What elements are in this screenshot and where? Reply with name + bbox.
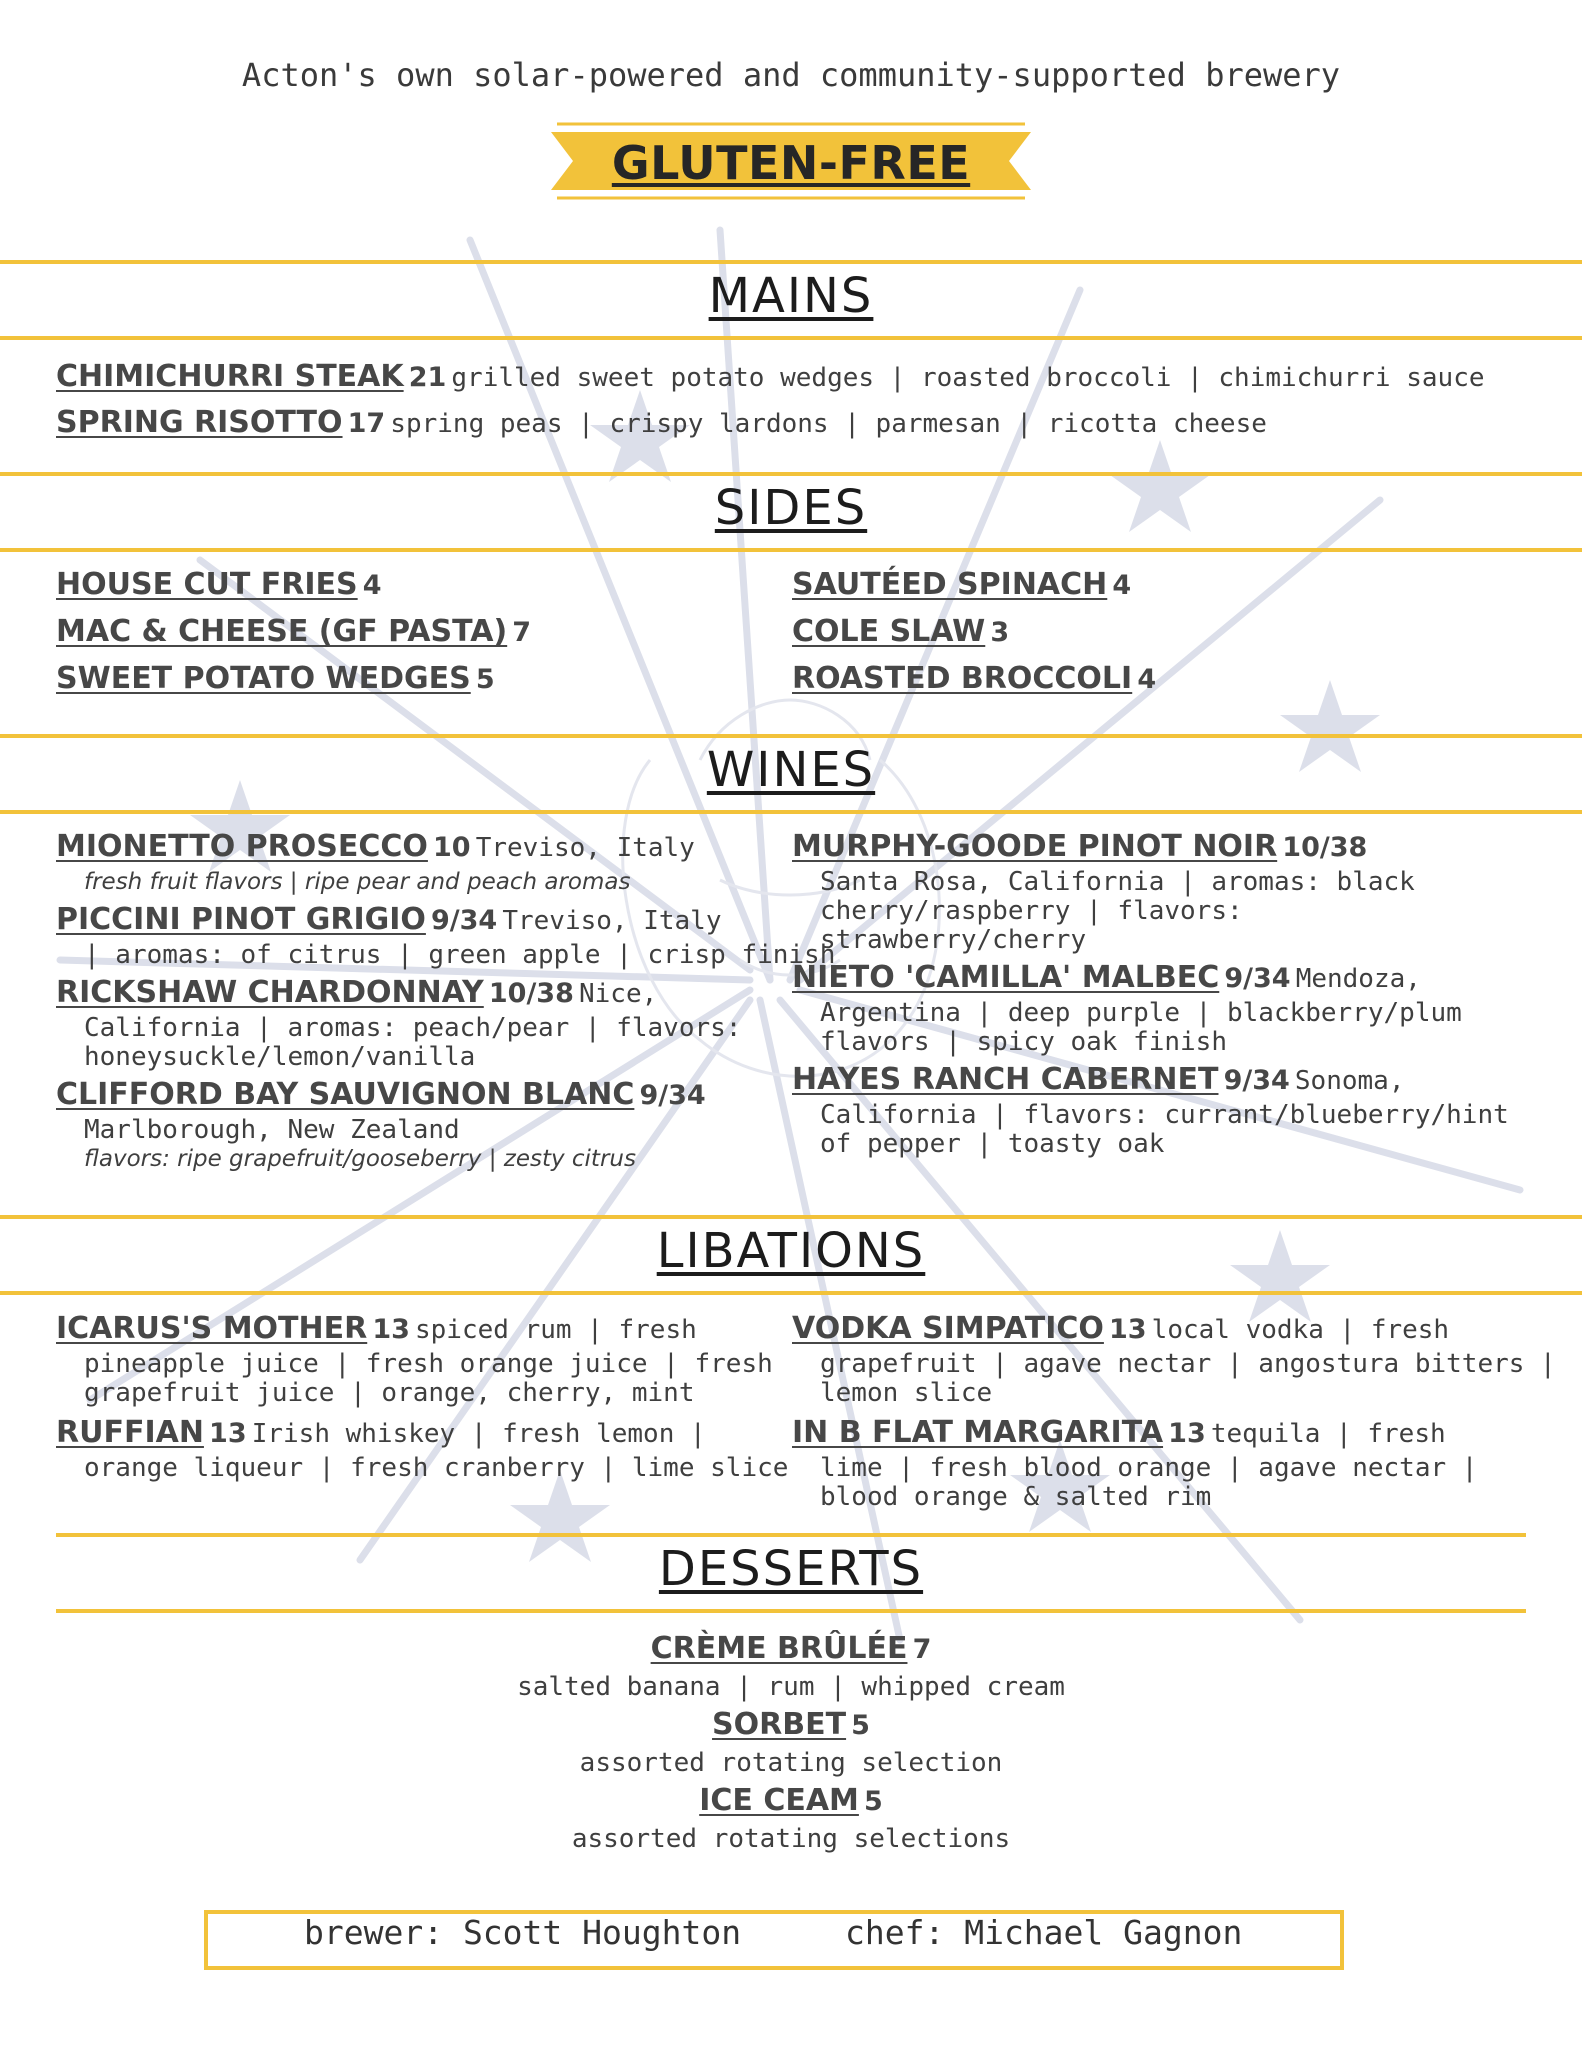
item-description: strawberry/cherry <box>820 925 1087 955</box>
item-description: spiced rum | fresh <box>415 1315 697 1345</box>
item-price: 4 <box>1112 570 1132 601</box>
item-description: assorted rotating selection <box>579 1748 1003 1778</box>
item-description: blood orange & salted rim <box>820 1482 1212 1512</box>
item-description: Irish whiskey | fresh lemon | <box>251 1419 706 1449</box>
item-price: 9/34 <box>431 905 498 936</box>
item-description: | aromas: of citrus | green apple | crisp finish <box>84 940 836 970</box>
dessert-item <box>0 1784 1582 1856</box>
item-name: SWEET POTATO WEDGES <box>56 661 471 696</box>
menu-item <box>792 662 1156 709</box>
item-name: CRÈME BRÛLÉE <box>650 1631 908 1666</box>
item-description: fresh fruit flavors | ripe pear and peach aromas <box>84 869 631 895</box>
item-name: RUFFIAN <box>56 1415 204 1450</box>
item-description: Sonoma, <box>1294 1066 1405 1096</box>
item-description: orange liqueur | fresh cranberry | lime slice <box>84 1453 789 1483</box>
section-title-desserts: DESSERTS <box>658 1541 924 1597</box>
item-description: Santa Rosa, California | aromas: black <box>820 867 1415 897</box>
brewer-credit: brewer: Scott Houghton <box>304 1913 742 1952</box>
menu-item <box>56 1078 835 1174</box>
item-description: of pepper | toasty oak <box>820 1129 1165 1159</box>
divider-line <box>0 810 1582 814</box>
menu-item <box>792 568 1156 615</box>
item-description: grilled sweet potato wedges | roasted broccoli | chimichurri sauce <box>451 363 1485 393</box>
item-price: 4 <box>362 570 382 601</box>
divider-line <box>0 548 1582 552</box>
item-description: California | aromas: peach/pear | flavors: <box>84 1013 742 1043</box>
sides-right-column <box>792 568 1156 709</box>
item-price: 9/34 <box>639 1080 706 1111</box>
item-name: MAC & CHEESE (GF PASTA) <box>56 614 508 649</box>
menu-item <box>792 615 1156 662</box>
item-price: 13 <box>1168 1418 1206 1449</box>
divider-line <box>0 472 1582 476</box>
gluten-free-banner <box>551 118 1031 204</box>
menu-item <box>792 1312 1556 1408</box>
menu-item <box>792 830 1509 955</box>
item-name: ICARUS'S MOTHER <box>56 1311 368 1346</box>
item-price: 21 <box>408 362 447 393</box>
item-description: grapefruit juice | orange, cherry, mint <box>84 1378 695 1408</box>
dessert-item <box>0 1708 1582 1780</box>
divider-line <box>0 336 1582 340</box>
item-description: cherry/raspberry | flavors: <box>820 896 1243 926</box>
item-price: 13 <box>1109 1314 1147 1345</box>
menu-item <box>792 961 1509 1057</box>
item-price: 10/38 <box>488 978 574 1009</box>
divider-line <box>56 1533 1526 1537</box>
item-price: 13 <box>372 1314 410 1345</box>
item-price: 3 <box>990 617 1010 648</box>
item-description: flavors: ripe grapefruit/gooseberry | zesty citrus <box>84 1146 636 1172</box>
section-title-mains: MAINS <box>708 268 874 324</box>
libations-right-column <box>792 1312 1556 1512</box>
menu-item <box>56 1312 788 1408</box>
item-price: 9/34 <box>1223 1065 1290 1096</box>
item-price: 10 <box>433 832 471 863</box>
item-description: Mendoza, <box>1295 964 1421 994</box>
item-description: spring peas | crispy lardons | parmesan | ricotta cheese <box>390 409 1267 439</box>
item-price: 7 <box>512 617 532 648</box>
item-name: ICE CEAM <box>699 1783 859 1818</box>
dessert-item <box>0 1632 1582 1704</box>
item-price: 17 <box>347 408 386 439</box>
section-title-libations: LIBATIONS <box>656 1223 926 1279</box>
item-description: salted banana | rum | whipped cream <box>517 1672 1065 1702</box>
item-name: RICKSHAW CHARDONNAY <box>56 975 484 1010</box>
item-name: SORBET <box>712 1707 847 1742</box>
item-name: IN B FLAT MARGARITA <box>792 1415 1164 1450</box>
item-name: NIETO 'CAMILLA' MALBEC <box>792 960 1220 995</box>
divider-line <box>56 1609 1526 1613</box>
divider-line <box>0 260 1582 264</box>
item-name: CLIFFORD BAY SAUVIGNON BLANC <box>56 1077 635 1112</box>
item-description: honeysuckle/lemon/vanilla <box>84 1042 476 1072</box>
item-name: CHIMICHURRI STEAK <box>56 359 404 394</box>
section-title-wines: WINES <box>706 742 876 798</box>
item-description: California | flavors: currant/blueberry/hint <box>820 1100 1509 1130</box>
wines-right-column <box>792 830 1509 1159</box>
divider-line <box>0 1291 1582 1295</box>
item-price: 7 <box>912 1634 932 1665</box>
item-description: tequila | fresh <box>1210 1419 1446 1449</box>
item-name: VODKA SIMPATICO <box>792 1311 1104 1346</box>
wines-left-column <box>56 830 835 1174</box>
item-price: 5 <box>851 1710 870 1741</box>
tagline: Acton's own solar-powered and community-supported brewery <box>241 56 1341 94</box>
item-description: assorted rotating selections <box>571 1824 1011 1854</box>
menu-item <box>56 662 531 709</box>
divider-line <box>0 734 1582 738</box>
section-title-sides: SIDES <box>714 480 868 536</box>
item-price: 5 <box>864 1786 883 1817</box>
item-name: MURPHY-GOODE PINOT NOIR <box>792 829 1278 864</box>
item-description: lime | fresh blood orange | agave nectar | <box>820 1453 1478 1483</box>
libations-left-column <box>56 1312 788 1483</box>
menu-item <box>56 406 1267 444</box>
menu-item <box>56 615 531 662</box>
item-name: PICCINI PINOT GRIGIO <box>56 902 426 937</box>
sides-left-column <box>56 568 531 709</box>
item-name: COLE SLAW <box>792 614 986 649</box>
item-price: 5 <box>475 664 495 695</box>
menu-item <box>56 1416 788 1483</box>
item-description: local vodka | fresh <box>1151 1315 1450 1345</box>
item-name: ROASTED BROCCOLI <box>792 661 1133 696</box>
item-name: HOUSE CUT FRIES <box>56 567 358 602</box>
item-name: SAUTÉED SPINACH <box>792 567 1108 602</box>
menu-item <box>56 360 1485 398</box>
menu-item <box>56 830 835 897</box>
chef-credit: chef: Michael Gagnon <box>845 1913 1243 1952</box>
menu-item <box>792 1416 1556 1512</box>
divider-line <box>0 1215 1582 1219</box>
item-description: Treviso, Italy <box>475 833 695 863</box>
item-price: 4 <box>1137 664 1157 695</box>
item-description: flavors | spicy oak finish <box>820 1027 1227 1057</box>
item-description: lemon slice <box>820 1378 993 1408</box>
menu-item <box>792 1063 1509 1159</box>
item-description: Nice, <box>578 979 658 1009</box>
item-price: 13 <box>209 1418 247 1449</box>
item-price: 9/34 <box>1224 963 1291 994</box>
item-price: 10/38 <box>1282 832 1368 863</box>
item-description: grapefruit | agave nectar | angostura bitters | <box>820 1349 1556 1379</box>
menu-item <box>56 903 835 970</box>
item-description: Treviso, Italy <box>502 906 722 936</box>
item-name: MIONETTO PROSECCO <box>56 829 428 864</box>
item-description: Argentina | deep purple | blackberry/plum <box>820 998 1462 1028</box>
item-description: Marlborough, New Zealand <box>84 1115 460 1145</box>
menu-item <box>56 568 531 615</box>
item-name: HAYES RANCH CABERNET <box>792 1062 1219 1097</box>
menu-item <box>56 976 835 1072</box>
banner-title: GLUTEN-FREE <box>611 136 971 190</box>
item-name: SPRING RISOTTO <box>56 405 343 440</box>
item-description: pineapple juice | fresh orange juice | fresh <box>84 1349 773 1379</box>
